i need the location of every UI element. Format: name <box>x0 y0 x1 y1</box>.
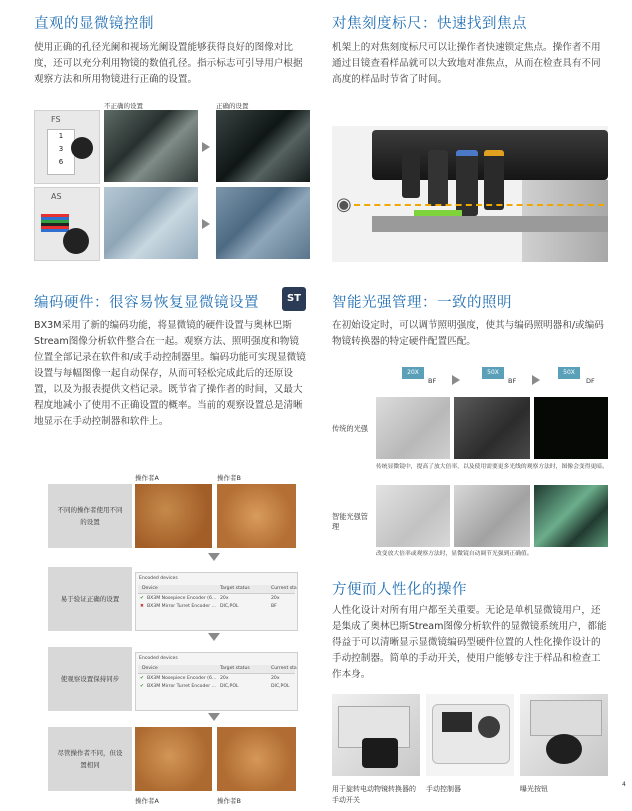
target-status: 20x <box>220 676 229 681</box>
stream-st-badge-icon: ST <box>282 287 306 311</box>
stage-plate <box>372 216 608 232</box>
caption-exposure-button: 曝光按钮 <box>520 785 548 793</box>
objective-4 <box>484 150 504 210</box>
encoded-title: Encoded devices <box>139 656 178 661</box>
as-diaphragm-control-image <box>34 187 100 261</box>
section-text-focus-scale: 机架上的对焦刻度标尺可以让操作者快速锁定焦点。操作者不用通过目镜查看样品就可以大致地对准焦点，从而在检查具有不同高度的样品时节省了时间。 <box>332 42 601 85</box>
objective-2 <box>428 150 448 206</box>
exposure-button-photo <box>520 694 608 776</box>
col-device: Device <box>142 666 158 671</box>
caption-smart: 改变放大倍率或观察方法时，显微镜自动调节光强到正确值。 <box>376 551 533 557</box>
fs-diaphragm-control-image <box>34 110 100 184</box>
device-name: BX3M Nosepiece Encoder (6... <box>147 596 217 601</box>
fs-knob-icon <box>71 137 93 159</box>
operator-a-label: 操作者A <box>135 474 159 482</box>
col-current: Current sta <box>271 666 297 671</box>
section-title-coded-hardware: 编码硬件：很容易恢复显微镜设置 <box>34 295 259 311</box>
flow-box-3: 使观察设置保持同步 <box>48 647 132 711</box>
section-text-microscope-control: 使用正确的孔径光阑和视场光阑设置能够获得良好的图像对比度，还可以充分利用物镜的数值孔径。指示标志可引导用户根据观察方法和所用物镜进行正确的设置。 <box>34 42 303 85</box>
current-status: BF <box>271 604 277 609</box>
objective-1 <box>402 150 420 198</box>
as-knob-icon <box>63 228 89 254</box>
error-icon: ✖ <box>140 604 144 609</box>
hand-switch-icon <box>362 738 398 768</box>
as-wrong-micrograph <box>104 187 198 259</box>
operator-b-image <box>217 484 296 548</box>
encoded-devices-panel-1 <box>135 572 298 631</box>
col-current: Current sta <box>271 586 297 591</box>
mag-chip-50x-bf: 50X <box>482 367 504 379</box>
operator-a-image <box>135 484 212 548</box>
as-color-index-icon <box>41 214 69 232</box>
micrograph-smart-50x-df <box>534 485 608 547</box>
flow-box-4: 尽管操作者不同，但设置相同 <box>48 727 132 791</box>
microscope-arm <box>530 700 602 736</box>
hand-controller-photo <box>426 694 514 776</box>
col-target: Target status <box>220 586 250 591</box>
row-label-conventional: 传统的光强 <box>332 424 368 433</box>
fs-label: FS <box>51 115 61 124</box>
device-name: BX3M Mirror Turret Encoder ... <box>147 684 216 689</box>
col-target: Target status <box>220 666 250 671</box>
micrograph-conv-50x-bf <box>454 397 530 459</box>
label-wrong-setting: 不正确的设置 <box>104 102 143 110</box>
check-icon: ✔ <box>140 596 144 601</box>
micrograph-conv-50x-df <box>534 397 608 459</box>
mode-df: DF <box>586 377 595 385</box>
arrow-right-icon <box>452 375 460 385</box>
current-status: DIC,POL <box>271 684 290 689</box>
fs-wrong-micrograph <box>104 110 198 182</box>
section-title-focus-scale: 对焦刻度标尺：快速找到焦点 <box>332 16 527 32</box>
arrow-down-icon <box>208 713 220 721</box>
row-label-smart: 智能光强管理 <box>332 512 368 531</box>
device-name: BX3M Mirror Turret Encoder ... <box>147 604 216 609</box>
current-status: 20x <box>271 596 280 601</box>
exposure-knob-icon <box>546 734 582 764</box>
eye-icon: ◉ <box>336 194 352 215</box>
target-status: 20x <box>220 596 229 601</box>
check-icon: ✔ <box>140 676 144 681</box>
caption-conventional: 传统显微镜中，提高了放大倍率，以及使用需要更多光线的观察方法时，图像会变得更暗。 <box>376 464 608 470</box>
section-title-light-manager: 智能光强管理：一致的照明 <box>332 295 512 311</box>
operator-a-label-bottom: 操作者A <box>135 797 159 805</box>
mag-chip-50x-df: 50X <box>558 367 580 379</box>
as-right-micrograph <box>216 187 310 259</box>
check-icon: ✔ <box>140 684 144 689</box>
focus-mark <box>414 210 462 216</box>
section-title-user-friendly: 方便而人性化的操作 <box>332 582 467 598</box>
col-device: Device <box>142 586 158 591</box>
fs-right-micrograph <box>216 110 310 182</box>
target-status: DIC,POL <box>220 684 239 689</box>
micrograph-smart-50x-bf <box>454 485 530 547</box>
focus-line <box>354 204 604 206</box>
section-text-coded-hardware: BX3M采用了新的编码功能，将显微镜的硬件设置与奥林巴斯Stream图像分析软件整合在一起。观察方法、照明强度和物镜位置全部记录在软件和/或手动控制器里。编码功能可实现显微镜设置与每幅图像一起自动保存，从而可轻松完成此后的还原设置，以及为报表提供文档记录。既节省了操作者的时间，又最大程度地减小了使用不正确设置的概率。当前的观察设置总是清晰地显示在手动控制器和软件上。 <box>34 320 306 427</box>
arrow-down-icon <box>208 633 220 641</box>
micrograph-conv-20x <box>376 397 450 459</box>
section-text-user-friendly: 人性化设计对所有用户都至关重要。无论是单机显微镜用户，还是集成了奥林巴斯Stream图像分析软件的显微镜系统用户，都能得益于可以清晰显示显微镜编码型硬件位置的人性化操作设计的手动控制器。简单的手动开关，使用户能够专注于样品和检查工作本身。 <box>332 605 607 680</box>
mag-chip-20x: 20X <box>402 367 424 379</box>
operator-b-image-final <box>217 727 296 791</box>
arrow-right-icon <box>532 375 540 385</box>
current-status: 20x <box>271 676 280 681</box>
micrograph-smart-20x <box>376 485 450 547</box>
arrow-right-icon <box>202 142 210 152</box>
label-right-setting: 正确的设置 <box>216 102 249 110</box>
section-title-microscope-control: 直观的显微镜控制 <box>34 16 154 32</box>
caption-hand-controller: 手动控制器 <box>426 785 461 793</box>
focus-scale-photo <box>332 126 608 262</box>
objective-3 <box>456 150 478 216</box>
controller-knob-icon <box>478 716 500 738</box>
operator-b-label-bottom: 操作者B <box>217 797 241 805</box>
nosepiece-hand-switch-photo <box>332 694 420 776</box>
caption-hand-switch: 用于旋转电动物镜转换器的手动开关 <box>332 785 416 804</box>
device-name: BX3M Nosepiece Encoder (6... <box>147 676 217 681</box>
fs-scale-icon: 1 3 6 <box>47 129 75 175</box>
target-status: DIC,POL <box>220 604 239 609</box>
arrow-down-icon <box>208 553 220 561</box>
as-label: AS <box>51 192 62 201</box>
flow-box-1: 不同的操作者使用不同的设置 <box>48 484 132 548</box>
operator-b-label: 操作者B <box>217 474 241 482</box>
mode-bf-2: BF <box>508 377 517 385</box>
arrow-right-icon <box>202 219 210 229</box>
encoded-devices-panel-2 <box>135 652 298 711</box>
controller-display <box>442 712 472 732</box>
section-text-light-manager: 在初始设定时，可以调节照明强度，使其与编码照明器和/或编码物镜转换器的特定硬件配置匹配。 <box>332 320 604 347</box>
page-number: 4 <box>622 781 626 788</box>
mode-bf-1: BF <box>428 377 437 385</box>
operator-a-image-final <box>135 727 212 791</box>
flow-box-2: 易于验证正确的设置 <box>48 567 132 631</box>
encoded-title: Encoded devices <box>139 576 178 581</box>
